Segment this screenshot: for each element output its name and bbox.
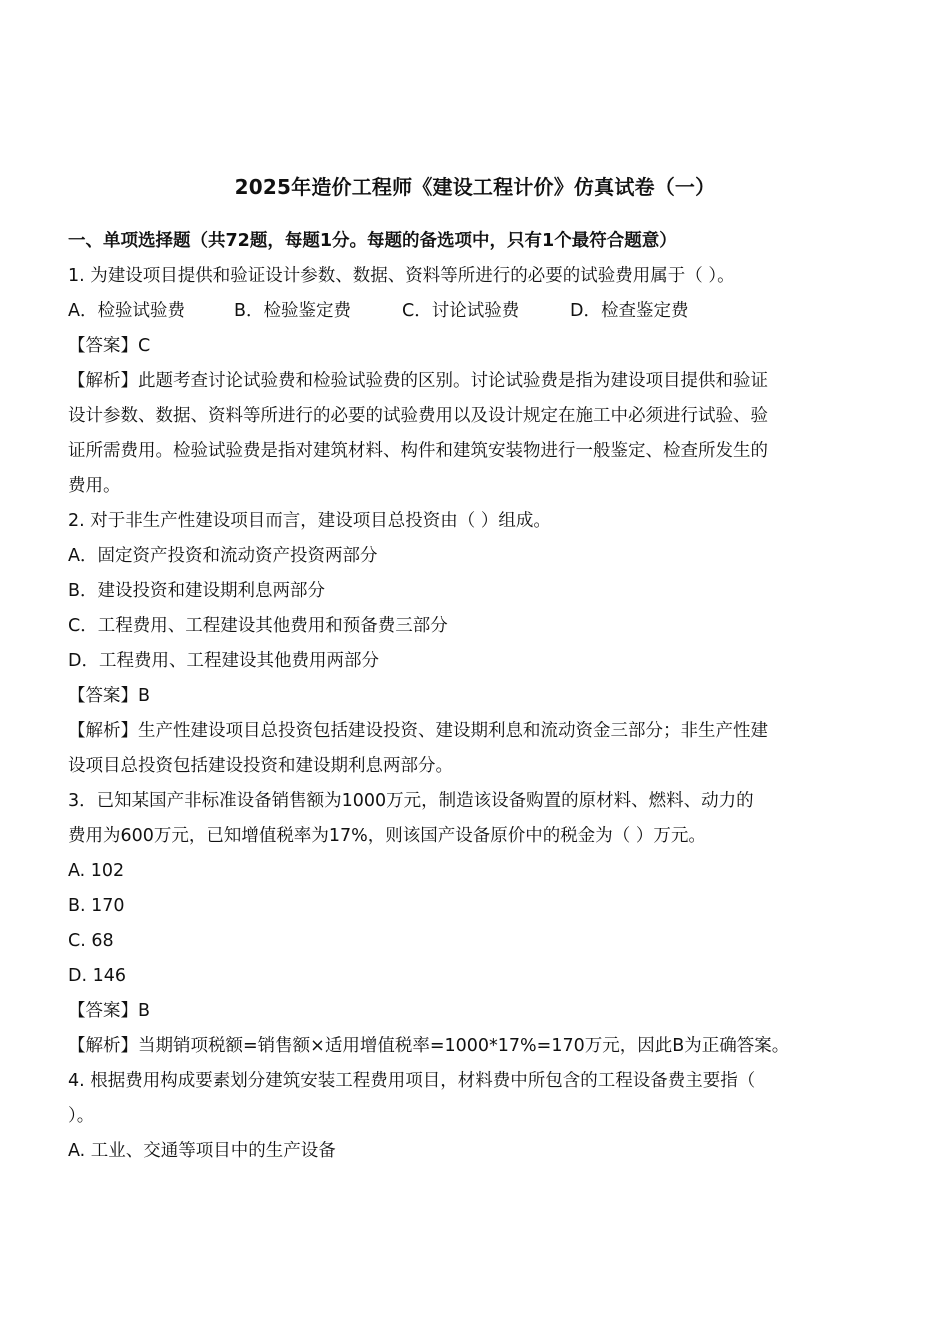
question-2-analysis-line: 【解析】生产性建设项目总投资包括建设投资、建设期利息和流动资金三部分；非生产性建 bbox=[68, 721, 768, 741]
question-2-analysis-line: 设项目总投资包括建设投资和建设期利息两部分。 bbox=[68, 756, 453, 776]
question-2-option-c: C．工程费用、工程建设其他费用和预备费三部分 bbox=[68, 616, 448, 636]
question-3-stem-line: 费用为600万元，已知增值税率为17%，则该国产设备原价中的税金为（ ）万元。 bbox=[68, 826, 706, 846]
question-1-options bbox=[68, 294, 848, 329]
question-1-analysis-line: 设计参数、数据、资料等所进行的必要的试验费用以及设计规定在施工中必须进行试验、验 bbox=[68, 406, 768, 426]
question-3-analysis-line: 【解析】当期销项税额=销售额×适用增值税率=1000*17%=170万元，因此B为正确答案。 bbox=[68, 1036, 790, 1056]
question-1-option-a: A．检验试验费 bbox=[68, 301, 185, 321]
question-1-option-b: B．检验鉴定费 bbox=[234, 301, 352, 321]
question-4-stem-line: ）。 bbox=[68, 1106, 95, 1126]
question-3-option-b: B. 170 bbox=[68, 896, 125, 916]
document-title: 2025年造价工程师《建设工程计价》仿真试卷（一） bbox=[234, 175, 716, 199]
question-1-answer: 【答案】C bbox=[68, 336, 151, 356]
section-heading: 一、单项选择题（共72题，每题1分。每题的备选项中，只有1个最符合题意） bbox=[68, 231, 677, 251]
question-3-stem-line: 3．已知某国产非标准设备销售额为1000万元，制造该设备购置的原材料、燃料、动力的 bbox=[68, 791, 754, 811]
question-1-analysis-line: 证所需费用。检验试验费是指对建筑材料、构件和建筑安装物进行一般鉴定、检查所发生的 bbox=[68, 441, 768, 461]
question-2-option-b: B．建设投资和建设期利息两部分 bbox=[68, 581, 326, 601]
question-3-option-a: A. 102 bbox=[68, 861, 125, 881]
question-4-option-a: A. 工业、交通等项目中的生产设备 bbox=[68, 1141, 336, 1161]
document-body bbox=[68, 224, 848, 1169]
question-4-stem-line: 4. 根据费用构成要素划分建筑安装工程费用项目，材料费中所包含的工程设备费主要指（ bbox=[68, 1071, 756, 1091]
question-3-option-d: D. 146 bbox=[68, 966, 127, 986]
question-1-stem: 1. 为建设项目提供和验证设计参数、数据、资料等所进行的必要的试验费用属于（ ）。 bbox=[68, 266, 735, 286]
question-3-option-c: C. 68 bbox=[68, 931, 114, 951]
question-2-answer: 【答案】B bbox=[68, 686, 151, 706]
question-2-stem: 2. 对于非生产性建设项目而言，建设项目总投资由（ ）组成。 bbox=[68, 511, 551, 531]
question-2-option-a: A．固定资产投资和流动资产投资两部分 bbox=[68, 546, 378, 566]
question-1-analysis-line: 【解析】此题考查讨论试验费和检验试验费的区别。讨论试验费是指为建设项目提供和验证 bbox=[68, 371, 768, 391]
question-2-option-d: D．工程费用、工程建设其他费用两部分 bbox=[68, 651, 379, 671]
question-3-answer: 【答案】B bbox=[68, 1001, 151, 1021]
question-1-option-c: C．讨论试验费 bbox=[402, 301, 520, 321]
question-1-option-d: D．检查鉴定费 bbox=[570, 301, 689, 321]
question-1-analysis-line: 费用。 bbox=[68, 476, 121, 496]
